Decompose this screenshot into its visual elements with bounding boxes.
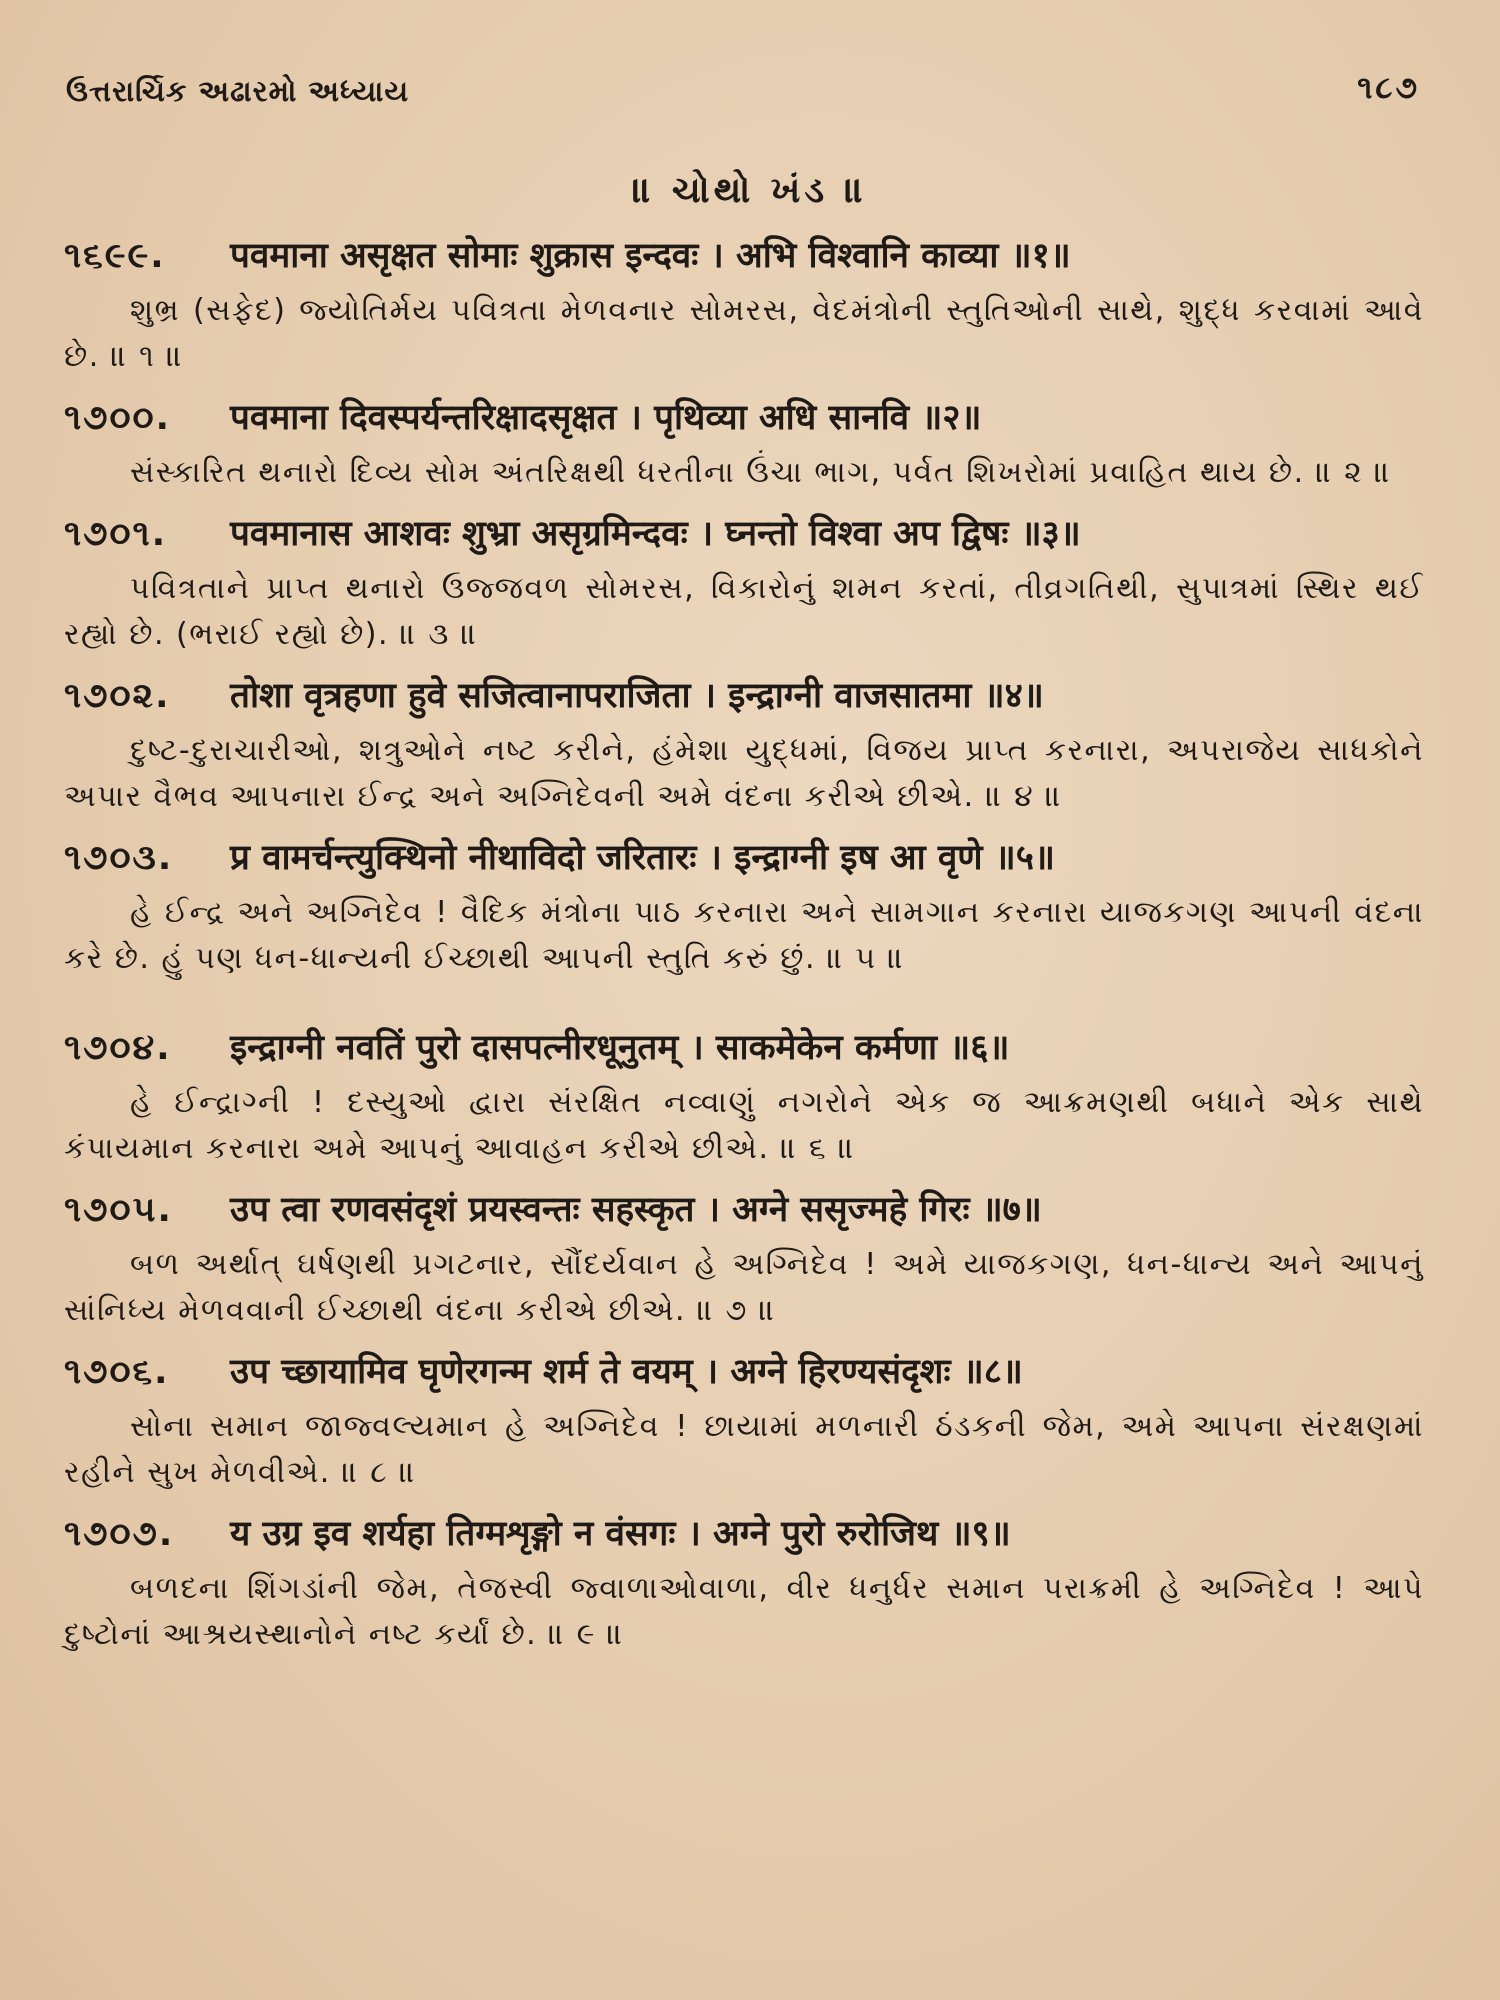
sanskrit-text: य उग्र इव शर्यहा तिग्मशृङ्गो न वंसगः । अग्ने पुरो रुरोजिथ ॥९॥ <box>230 1514 1011 1554</box>
verse-1699 <box>64 228 1434 380</box>
gujarati-translation: પવિત્રતાને પ્રાપ્ત થનારો ઉજ્જવળ સોમરસ, વિકારોનું શમન કરતાં, તીવ્રગતિથી, સુપાત્રમાં સ્થિર થઈ રહ્યો છે. (ભરાઈ રહ્યો છે). ॥ ૩ ॥ <box>64 571 1424 652</box>
sanskrit-text: उप च्छायामिव घृणेरगन्म शर्म ते वयम् । अग्ने हिरण्यसंदृशः ॥८॥ <box>230 1352 1023 1392</box>
gujarati-translation: બળ અર્થાત્ ઘર્ષણથી પ્રગટનાર, સૌંદર્યવાન હે અગ્નિદેવ ! અમે યાજકગણ, ધન-ધાન્ય અને આપનું સાંનિધ્ય મેળવવાની ઈચ્છાથી વંદના કરીએ છીએ. ॥ ૭ ॥ <box>64 1247 1424 1328</box>
gujarati-translation: સંસ્કારિત થનારો દિવ્ય સોમ અંતરિક્ષથી ધરતીના ઉંચા ભાગ, પર્વત શિખરોમાં પ્રવાહિત થાય છે. ॥ ૨ ॥ <box>130 455 1392 490</box>
sanskrit-text: पवमानास आशवः शुभ्रा असृग्रमिन्दवः । घ्नन्तो विश्वा अप द्विषः ॥३॥ <box>230 514 1081 554</box>
gujarati-translation: હે ઈન્દ્રાગ્ની ! દસ્યુઓ દ્વારા સંરક્ષિત નવ્વાણું નગરોને એક જ આક્રમણથી બધાને એક સાથે કંપાયમાન કરનારા અમે આપનું આવાહન કરીએ છીએ. ॥ ૬ ॥ <box>64 1085 1424 1166</box>
verse-number: ૧૭૦૭. <box>64 1514 175 1554</box>
sanskrit-line <box>64 830 1434 886</box>
sanskrit-line <box>64 390 1434 446</box>
page-number: ૧૮૭ <box>1357 70 1420 106</box>
verse-number: ૧૭૦૫. <box>64 1190 173 1230</box>
verse-number: ૧૭૦૦. <box>64 398 171 438</box>
verse-number: ૧૭૦૩. <box>64 838 174 878</box>
verse-number: ૧૭૦૨. <box>64 676 171 716</box>
sanskrit-text: प्र वामर्चन्त्युक्थिनो नीथाविदो जरितारः । इन्द्राग्नी इष आ वृणे ॥५॥ <box>230 838 1055 878</box>
sanskrit-line <box>64 1344 1434 1400</box>
verse-1706 <box>64 1344 1434 1496</box>
verse-1703 <box>64 830 1434 982</box>
verse-1704 <box>64 1020 1434 1172</box>
verse-list <box>64 228 1434 1668</box>
sanskrit-line <box>64 1182 1434 1238</box>
verse-1701 <box>64 506 1434 658</box>
gujarati-translation: દુષ્ટ-દુરાચારીઓ, શત્રુઓને નષ્ટ કરીને, હંમેશા યુદ્ધમાં, વિજય પ્રાપ્ત કરનારા, અપરાજેય સાધકોને અપાર વૈભવ આપનારા ઈન્દ્ર અને અગ્નિદેવની અમે વંદના કરીએ છીએ. ॥ ૪ ॥ <box>64 733 1424 814</box>
verse-number: ૧૭૦૪. <box>64 1028 172 1068</box>
verse-1702 <box>64 668 1434 820</box>
gujarati-translation: બળદના શિંગડાંની જેમ, તેજસ્વી જ્વાળાઓવાળા, વીર ધનુર્ધર સમાન પરાક્રમી હે અગ્નિદેવ ! આપે દુષ્ટોનાં આશ્રયસ્થાનોને નષ્ટ કર્યાં છે. ॥ ૯ ॥ <box>64 1571 1424 1652</box>
sanskrit-text: तोशा वृत्रहणा हुवे सजित्वानापराजिता । इन्द्राग्नी वाजसातमा ॥४॥ <box>230 676 1044 716</box>
sanskrit-text: इन्द्राग्नी नवतिं पुरो दासपत्नीरधूनुतम् । साकमेकेन कर्मणा ॥६॥ <box>230 1028 1010 1068</box>
sanskrit-line <box>64 506 1434 562</box>
sanskrit-line <box>64 1506 1434 1562</box>
sanskrit-text: पवमाना दिवस्पर्यन्तरिक्षादसृक्षत । पृथिव्या अधि सानवि ॥२॥ <box>230 398 982 438</box>
verse-1700 <box>64 390 1434 496</box>
section-title: ॥ ચોથો ખંડ ॥ <box>632 170 868 211</box>
gujarati-translation: શુભ્ર (સફેદ) જ્યોતિર્મય પવિત્રતા મેળવનાર સોમરસ, વેદમંત્રોની સ્તુતિઓની સાથે, શુદ્ધ કરવામાં આવે છે. ॥ ૧ ॥ <box>64 293 1424 374</box>
sanskrit-line <box>64 228 1434 284</box>
sanskrit-text: पवमाना असृक्षत सोमाः शुक्रास इन्दवः । अभि विश्वानि काव्या ॥१॥ <box>230 236 1071 276</box>
sanskrit-line <box>64 1020 1434 1076</box>
verse-1707 <box>64 1506 1434 1658</box>
verse-number: ૧૭૦૬. <box>64 1352 170 1392</box>
verse-number: ૧૬૯૯. <box>64 236 166 276</box>
verse-1705 <box>64 1182 1434 1334</box>
verse-number: ૧૭૦૧. <box>64 514 167 554</box>
gujarati-translation: સોના સમાન જાજ્વલ્યમાન હે અગ્નિદેવ ! છાયામાં મળનારી ઠંડકની જેમ, અમે આપના સંરક્ષણમાં રહીને સુખ મેળવીએ. ॥ ૮ ॥ <box>64 1409 1424 1490</box>
sanskrit-line <box>64 668 1434 724</box>
running-head-title: ઉત્તરાર્ચિક અઢારમો અધ્યાય <box>66 74 410 108</box>
gujarati-translation: હે ઈન્દ્ર અને અગ્નિદેવ ! વૈદિક મંત્રોના પાઠ કરનારા અને સામગાન કરનારા યાજકગણ આપની વંદના કરે છે. હું પણ ધન-ધાન્યની ઈચ્છાથી આપની સ્તુતિ કરું છું. ॥ ૫ ॥ <box>64 895 1424 976</box>
sanskrit-text: उप त्वा रणवसंदृशं प्रयस्वन्तः सहस्कृत । अग्ने ससृज्महे गिरः ॥७॥ <box>230 1190 1042 1230</box>
